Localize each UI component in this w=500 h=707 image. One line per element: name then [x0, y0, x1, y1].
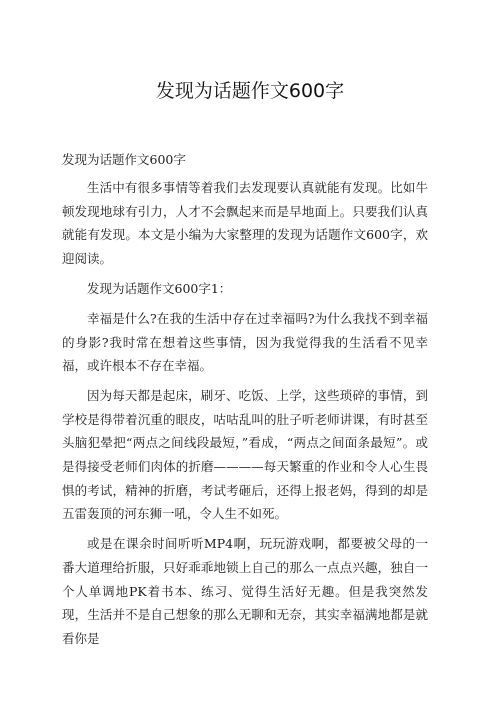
document-body: [62, 176, 428, 657]
paragraph-free-time: 或是在课余时间听听MP4啊，玩玩游戏啊，都要被父母的一番大道理给折服，只好乖乖地锁上自己的那么一点点兴趣，独自一个人单调地PK着书本、练习、觉得生活好无趣。但是我突然发现，生活并不是自己想象的那么无聊和无奈，其实幸福满地都是就看你是: [62, 536, 428, 646]
paragraph-intro: 生活中有很多事情等着我们去发现要认真就能有发现。比如牛顿发现地球有引力，人才不会飘起来而是早地面上。只要我们认真就能有发现。本文是小编为大家整理的发现为话题作文600字，欢迎阅读。: [62, 180, 428, 266]
paragraph-happiness: 幸福是什么?在我的生活中存在过幸福吗?为什么我找不到幸福的身影?我时常在想着这些事情，因为我觉得我的生活看不见幸福，或许根本不存在幸福。: [62, 310, 428, 374]
paragraph-daily-life: 因为每天都是起床，刷牙、吃饭、上学，这些琐碎的事情，到学校是得带着沉重的眼皮，咕咕乱叫的肚子听老师讲课，有时甚至头脑犯晕把“两点之间线段最短，”看成，“两点之间面条最短”。或是得接受老师们肉体的折磨————每天繁重的作业和令人心生畏惧的考试，精神的折磨，考试考砸后，还得上报老妈，得到的却是五雷轰顶的河东狮一吼，令人生不如死。: [62, 388, 428, 522]
document-title: 发现为话题作文600字: [155, 80, 345, 102]
paragraph-heading-1: 发现为话题作文600字1：: [87, 280, 232, 296]
document-subtitle: 发现为话题作文600字: [62, 152, 186, 167]
